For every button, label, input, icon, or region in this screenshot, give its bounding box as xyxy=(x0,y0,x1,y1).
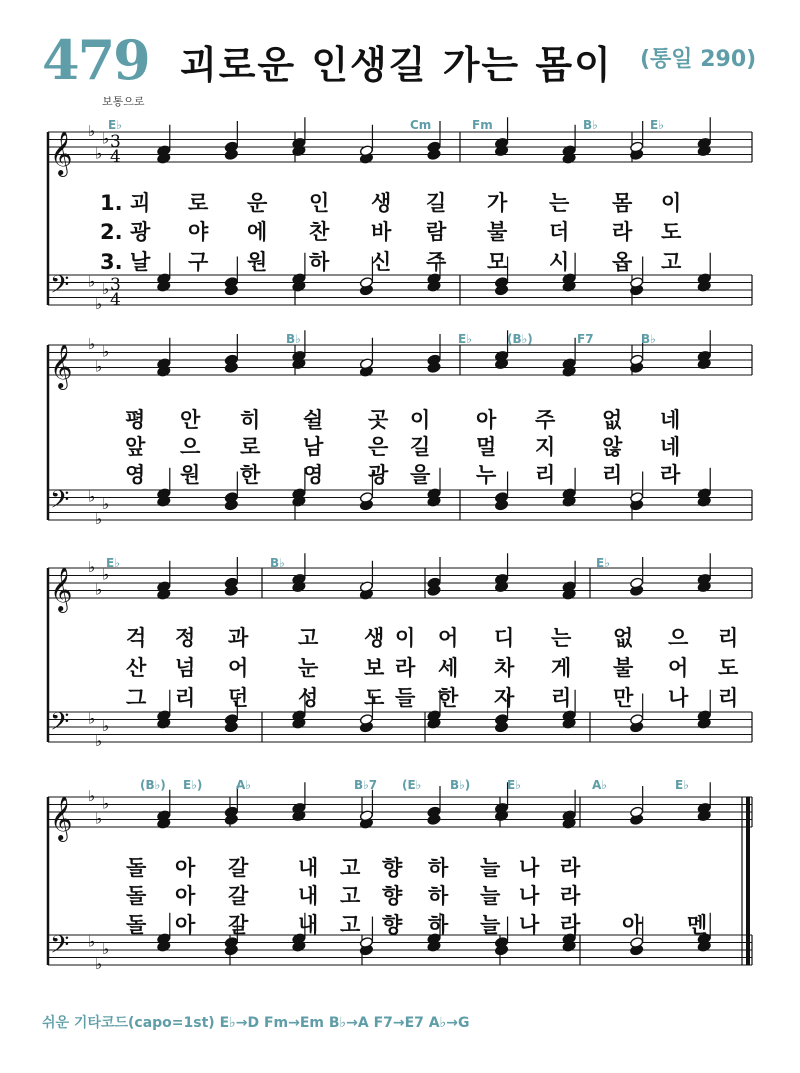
lyric-syllable: 산 xyxy=(126,656,147,680)
lyric-syllable: 돌 xyxy=(126,884,147,908)
time-signature: 3 xyxy=(110,132,121,152)
lyric-syllable: 만 xyxy=(613,686,634,710)
lyric-syllable: 지 xyxy=(535,435,556,459)
lyric-syllable: 라 xyxy=(560,884,581,908)
verse-number: 1. xyxy=(100,191,123,215)
lyric-syllable: 나 xyxy=(668,686,689,710)
lyric-syllable: 라 xyxy=(660,463,681,487)
unified-hymnal-ref: (통일 290) xyxy=(640,47,757,72)
lyric-syllable: 은 xyxy=(368,435,389,459)
lyric-syllable: 늘 xyxy=(480,856,501,880)
lyric-syllable: 내 xyxy=(298,884,319,908)
lyric-syllable: 가 xyxy=(487,191,508,215)
lyric-syllable: 게 xyxy=(551,656,572,680)
lyric-syllable: 향 xyxy=(382,856,403,880)
lyric-syllable: 영 xyxy=(125,463,146,487)
lyric-syllable: 자 xyxy=(494,686,515,710)
lyric-syllable: 에 xyxy=(247,220,268,244)
verse-number: 2. xyxy=(100,220,123,244)
time-signature: 4 xyxy=(110,147,121,167)
lyric-syllable: 날 xyxy=(130,250,151,274)
lyric-syllable: 없 xyxy=(613,626,634,650)
lyric-syllable: 쉴 xyxy=(303,408,324,432)
lyric-syllable: 바 xyxy=(371,220,392,244)
lyric-syllable: 갈 xyxy=(228,913,249,937)
flat-sign: ♭ xyxy=(102,565,110,584)
lyric-syllable: 향 xyxy=(382,913,403,937)
flat-sign: ♭ xyxy=(95,954,103,973)
flat-sign: ♭ xyxy=(95,731,103,750)
lyric-syllable: 주 xyxy=(535,408,556,432)
lyric-syllable: 안 xyxy=(180,408,201,432)
lyric-syllable: 고 xyxy=(340,856,361,880)
chord-symbol: B♭ xyxy=(270,556,285,570)
lyric-syllable: 모 xyxy=(487,250,508,274)
flat-sign: ♭ xyxy=(88,932,96,951)
lyric-syllable: 갈 xyxy=(228,884,249,908)
lyric-syllable: 불 xyxy=(613,656,634,680)
lyric-syllable: 하 xyxy=(309,250,330,274)
chord-symbol: B♭7 xyxy=(354,778,378,792)
chord-symbol: E♭ xyxy=(106,556,120,570)
chord-symbol: B♭ xyxy=(583,118,598,132)
lyric-syllable: 누 xyxy=(476,463,497,487)
chord-symbol: E♭ xyxy=(596,556,610,570)
lyric-syllable: 하 xyxy=(428,884,449,908)
lyric-syllable: 차 xyxy=(494,656,515,680)
verse-number: 3. xyxy=(100,250,123,274)
lyric-syllable: 눈 xyxy=(298,656,319,680)
lyric-syllable: 생 xyxy=(364,626,385,650)
lyric-syllable: 돌 xyxy=(126,856,147,880)
lyric-syllable: 하 xyxy=(428,856,449,880)
lyric-syllable: 시 xyxy=(549,250,570,274)
treble-clef: 𝄞 xyxy=(50,796,73,840)
flat-sign: ♭ xyxy=(95,509,103,528)
chord-symbol: E♭ xyxy=(675,778,689,792)
lyric-syllable: 한 xyxy=(438,686,459,710)
lyric-syllable: 돌 xyxy=(126,913,147,937)
lyric-syllable: 괴 xyxy=(130,191,151,215)
bass-clef: 𝄢 xyxy=(50,485,70,521)
chord-symbol: E♭) xyxy=(183,778,203,792)
flat-sign: ♭ xyxy=(102,342,110,361)
lyric-syllable: 멘 xyxy=(687,913,708,937)
lyric-syllable: 곳 xyxy=(368,408,389,432)
treble-clef: 𝄞 xyxy=(50,567,73,611)
time-signature: 4 xyxy=(110,290,121,310)
tempo-marking: 보통으로 xyxy=(102,95,145,108)
lyric-syllable: 주 xyxy=(426,250,447,274)
flat-sign: ♭ xyxy=(102,129,110,148)
lyric-syllable: 운 xyxy=(247,191,268,215)
lyric-syllable: 던 xyxy=(228,686,249,710)
lyric-syllable: 평 xyxy=(125,408,146,432)
lyric-syllable: 광 xyxy=(368,463,389,487)
chord-symbol: E♭ xyxy=(650,118,664,132)
lyric-syllable: 영 xyxy=(303,463,324,487)
lyric-syllable: 않 xyxy=(602,435,623,459)
flat-sign: ♭ xyxy=(102,939,110,958)
lyric-syllable: 고 xyxy=(661,250,682,274)
hymn-number: 479 xyxy=(42,28,149,92)
lyric-syllable: 도 xyxy=(364,686,385,710)
chord-symbol: F7 xyxy=(577,332,594,346)
lyric-syllable: 고 xyxy=(298,626,319,650)
lyric-syllable: 아 xyxy=(622,913,643,937)
chord-symbol: B♭ xyxy=(641,332,656,346)
lyric-syllable: 어 xyxy=(438,626,459,650)
lyric-syllable: 늘 xyxy=(480,884,501,908)
lyric-syllable: 들 xyxy=(395,686,416,710)
lyric-syllable: 로 xyxy=(188,191,209,215)
chord-symbol: Cm xyxy=(410,118,432,132)
lyric-syllable: 생 xyxy=(371,191,392,215)
lyric-syllable: 늘 xyxy=(480,913,501,937)
flat-sign: ♭ xyxy=(88,709,96,728)
lyric-syllable: 한 xyxy=(240,463,261,487)
flat-sign: ♭ xyxy=(102,794,110,813)
chord-symbol: A♭ xyxy=(592,778,607,792)
lyric-syllable: 리 xyxy=(718,686,739,710)
lyric-syllable: 내 xyxy=(298,913,319,937)
lyric-syllable: 나 xyxy=(519,856,540,880)
lyric-syllable: 구 xyxy=(188,250,209,274)
treble-clef: 𝄞 xyxy=(50,344,73,388)
lyric-syllable: 몸 xyxy=(612,191,633,215)
lyric-syllable: 보 xyxy=(364,656,385,680)
treble-clef: 𝄞 xyxy=(50,131,73,175)
hymn-title: 괴로운 인생길 가는 몸이 xyxy=(180,43,613,87)
lyric-syllable: 리 xyxy=(718,626,739,650)
lyric-syllable: 이 xyxy=(661,191,682,215)
lyric-syllable: 길 xyxy=(410,435,431,459)
flat-sign: ♭ xyxy=(102,494,110,513)
lyric-syllable: 을 xyxy=(410,463,431,487)
lyric-syllable: 리 xyxy=(551,686,572,710)
lyric-syllable: 원 xyxy=(180,463,201,487)
lyric-syllable: 으 xyxy=(668,626,689,650)
chord-symbol: (B♭) xyxy=(507,332,533,346)
lyric-syllable: 멀 xyxy=(476,435,497,459)
chord-symbol: E♭ xyxy=(507,778,521,792)
guitar-chord-footer: 쉬운 기타코드(capo=1st) E♭→D Fm→Em B♭→A F7→E7 A♭→G xyxy=(42,1015,470,1031)
flat-sign: ♭ xyxy=(95,144,103,163)
lyric-syllable: 고 xyxy=(340,913,361,937)
lyric-syllable: 아 xyxy=(175,884,196,908)
lyric-syllable: 원 xyxy=(247,250,268,274)
lyric-syllable: 성 xyxy=(298,686,319,710)
chord-symbol: (E♭ xyxy=(402,778,422,792)
lyric-syllable: 라 xyxy=(560,913,581,937)
flat-sign: ♭ xyxy=(102,279,110,298)
lyric-syllable: 으 xyxy=(180,435,201,459)
lyric-syllable: 세 xyxy=(438,656,459,680)
lyric-syllable: 찬 xyxy=(309,220,330,244)
lyric-syllable: 남 xyxy=(303,435,324,459)
lyric-syllable: 리 xyxy=(602,463,623,487)
lyric-syllable: 디 xyxy=(494,626,515,650)
lyric-syllable: 아 xyxy=(175,856,196,880)
lyric-syllable: 로 xyxy=(240,435,261,459)
chord-symbol: Fm xyxy=(472,118,493,132)
lyric-syllable: 람 xyxy=(426,220,447,244)
lyric-syllable: 앞 xyxy=(125,435,146,459)
lyric-syllable: 아 xyxy=(476,408,497,432)
lyric-syllable: 는 xyxy=(551,626,572,650)
chord-symbol: E♭ xyxy=(458,332,472,346)
lyric-syllable: 옵 xyxy=(612,250,633,274)
lyric-syllable: 라 xyxy=(612,220,633,244)
bass-clef: 𝄢 xyxy=(50,707,70,743)
lyric-syllable: 더 xyxy=(549,220,570,244)
lyric-syllable: 정 xyxy=(175,626,196,650)
lyric-syllable: 네 xyxy=(660,408,681,432)
lyric-syllable: 이 xyxy=(410,408,431,432)
lyric-syllable: 고 xyxy=(340,884,361,908)
flat-sign: ♭ xyxy=(95,357,103,376)
flat-sign: ♭ xyxy=(95,294,103,313)
time-signature: 3 xyxy=(110,275,121,295)
flat-sign: ♭ xyxy=(88,786,96,805)
lyric-syllable: 어 xyxy=(228,656,249,680)
lyric-syllable: 라 xyxy=(395,656,416,680)
lyric-syllable: 인 xyxy=(309,191,330,215)
lyric-syllable: 도 xyxy=(661,220,682,244)
lyric-syllable: 아 xyxy=(175,913,196,937)
lyric-syllable: 라 xyxy=(560,856,581,880)
chord-symbol: B♭ xyxy=(286,332,301,346)
lyric-syllable: 길 xyxy=(426,191,447,215)
lyric-syllable: 갈 xyxy=(228,856,249,880)
lyric-syllable: 걱 xyxy=(126,626,147,650)
lyric-syllable: 그 xyxy=(126,686,147,710)
lyric-syllable: 리 xyxy=(175,686,196,710)
lyric-syllable: 나 xyxy=(519,913,540,937)
lyric-syllable: 는 xyxy=(549,191,570,215)
lyric-syllable: 나 xyxy=(519,884,540,908)
lyric-syllable: 광 xyxy=(130,220,151,244)
flat-sign: ♭ xyxy=(88,272,96,291)
lyric-syllable: 넘 xyxy=(175,656,196,680)
lyric-syllable: 과 xyxy=(228,626,249,650)
flat-sign: ♭ xyxy=(88,487,96,506)
flat-sign: ♭ xyxy=(95,580,103,599)
lyric-syllable: 리 xyxy=(535,463,556,487)
lyric-syllable: 이 xyxy=(395,626,416,650)
flat-sign: ♭ xyxy=(88,121,96,140)
bass-clef: 𝄢 xyxy=(50,930,70,966)
lyric-syllable: 도 xyxy=(718,656,739,680)
lyric-syllable: 향 xyxy=(382,884,403,908)
lyric-syllable: 야 xyxy=(188,220,209,244)
chord-symbol: E♭ xyxy=(108,118,122,132)
chord-symbol: (B♭) xyxy=(140,778,166,792)
lyric-syllable: 어 xyxy=(668,656,689,680)
bass-clef: 𝄢 xyxy=(50,270,70,306)
lyric-syllable: 내 xyxy=(298,856,319,880)
lyric-syllable: 히 xyxy=(240,408,261,432)
lyric-syllable: 하 xyxy=(428,913,449,937)
flat-sign: ♭ xyxy=(102,716,110,735)
lyric-syllable: 신 xyxy=(371,250,392,274)
flat-sign: ♭ xyxy=(95,809,103,828)
lyric-syllable: 없 xyxy=(602,408,623,432)
lyric-syllable: 불 xyxy=(487,220,508,244)
chord-symbol: A♭ xyxy=(236,778,251,792)
chord-symbol: B♭) xyxy=(450,778,471,792)
lyric-syllable: 네 xyxy=(660,435,681,459)
flat-sign: ♭ xyxy=(88,557,96,576)
flat-sign: ♭ xyxy=(88,334,96,353)
